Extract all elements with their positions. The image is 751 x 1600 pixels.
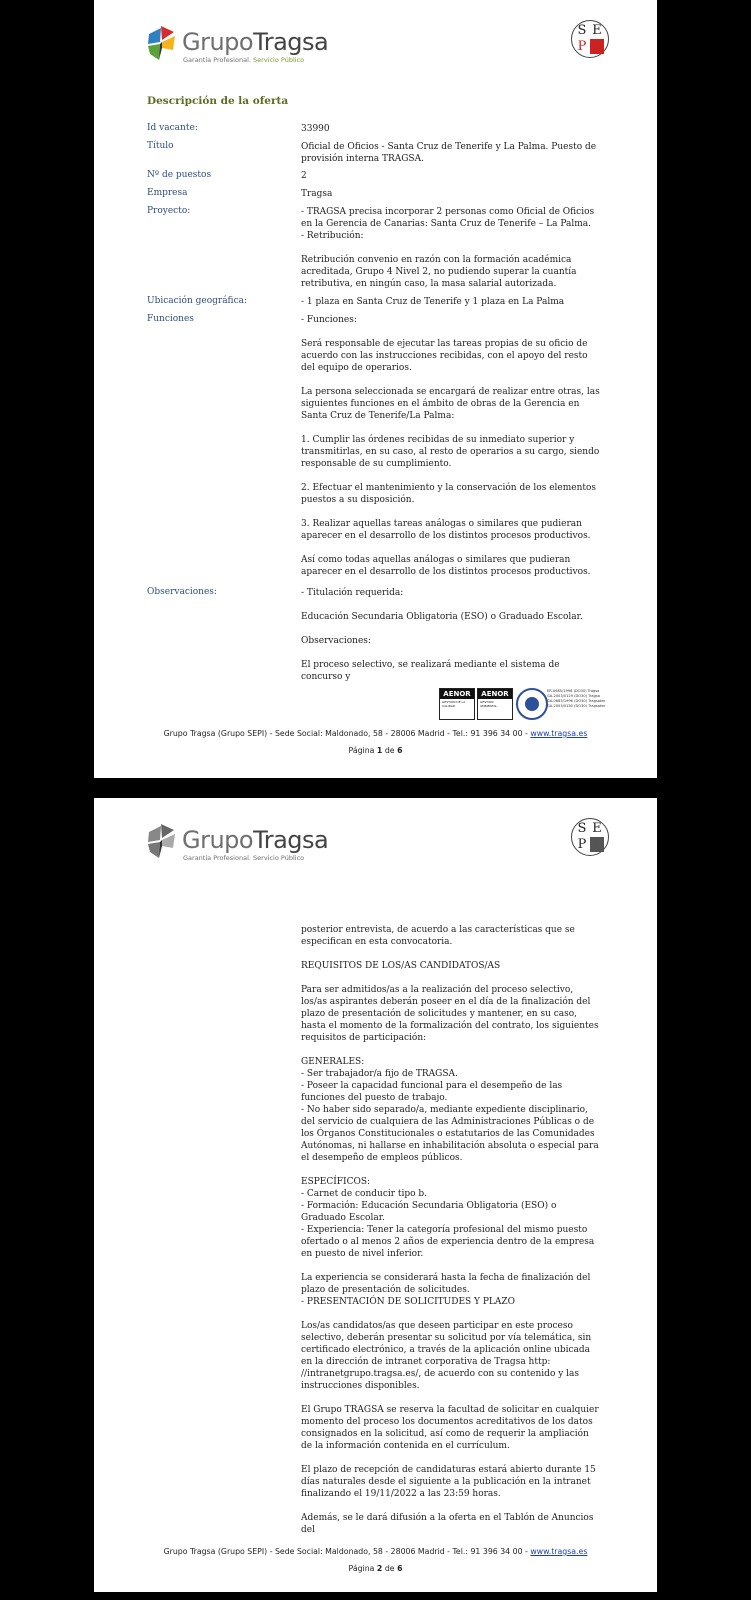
- grupo-tragsa-logo-grey: [146, 822, 346, 866]
- value-titulo: Oficial de Oficios - Santa Cruz de Tenerife y La Palma. Puesto de provisión interna TRAGSA.: [301, 142, 597, 164]
- label-proyecto: Proyecto:: [147, 206, 191, 216]
- label-funciones: Funciones: [147, 314, 194, 324]
- logo-wordmark: GrupoTragsa: [182, 826, 329, 854]
- section-title: Descripción de la oferta: [147, 95, 289, 107]
- tragsa-emblem-icon: [146, 24, 176, 62]
- logo-wordmark: GrupoTragsa: [182, 28, 329, 56]
- document-page-2: [94, 798, 657, 1592]
- document-page-1: [94, 0, 657, 778]
- logo-tagline: Garantía Profesional. Servicio Público: [183, 854, 305, 862]
- value-empresa: Tragsa: [301, 189, 333, 199]
- footer-link[interactable]: www.tragsa.es: [530, 729, 588, 738]
- iqnet-seal-icon: [516, 688, 548, 720]
- value-proyecto: - TRAGSA precisa incorporar 2 personas como Oficial de Oficios en la Gerencia de Canarias: Santa Cruz de Tenerife – La Palma. - Retribución: Retribución convenio en razón con la formación académica acreditada, Grupo 4 Nivel 2, no pudiendo superar la cuantía retributiva, en ningún caso, la masa salarial autorizada.: [301, 207, 595, 289]
- label-n-puestos: Nº de puestos: [147, 170, 212, 180]
- sepi-seal-icon: S E P I: [571, 818, 609, 856]
- aenor-quality-badge: AENOR GESTIÓN DE LA CALIDAD: [439, 688, 475, 720]
- tragsa-emblem-icon: [146, 822, 176, 860]
- value-observaciones: - Titulación requerida: Educación Secundaria Obligatoria (ESO) o Graduado Escolar. Observaciones: El proceso selectivo, se realizará mediante el sistema de concurso y: [301, 588, 583, 682]
- value-n-puestos: 2: [301, 171, 307, 181]
- grupo-tragsa-logo: [146, 24, 346, 68]
- page-number: Página 2 de 6: [348, 1564, 403, 1573]
- page2-body: posterior entrevista, de acuerdo a las características que se especifican en esta convocatoria. REQUISITOS DE LOS/AS CANDIDATOS/AS Para ser admitidos/as a la realización del proceso selectivo, los/as aspirantes deberán poseer en el día de la finalización del plazo de presentación de solicitudes y mantener, en su caso, hasta el momento de la formalización del contrato, los siguientes requisitos de participación: GENERALES: - Ser trabajador/a fijo de TRAGSA. - Poseer la capacidad funcional para el desempeño de las funciones del puesto de trabajo. - No haber sido separado/a, mediante expediente disciplinario, del servicio de cualquiera de las Administraciones Públicas o de los Órganos Constitucionales o estatutarios de las Comunidades Autónomas, ni hallarse en inhabilitación absoluta o especial para el desempeño de empleos públicos. ESPECÍFICOS: - Carnet de conducir tipo b. - Formación: Educación Secundaria Obligatoria (ESO) o Graduado Escolar. - Experiencia: Tener la categoría profesional del mismo puesto ofertado o al menos 2 años de experiencia dentro de la empresa en puesto de nivel inferior. La experiencia se considerará hasta la fecha de finalización del plazo de presentación de solicitudes. - PRESENTACIÓN DE SOLICITUDES Y PLAZO Los/as candidatos/as que deseen participar en este proceso selectivo, deberán presentar su solicitud por vía telemática, sin certificado electrónico, a través de la aplicación online ubicada en la dirección de intranet corporativa de Tragsa http: //intranetgrupo.tragsa.es/, de acuerdo con su contenido y las instrucciones disponibles. El Grupo TRAGSA se reserva la facultad de solicitar en cualquier momento del proceso los documentos acreditativos de los datos consignados en la solicitud, así como de requerir la ampliación de la información contenida en el currículum. El plazo de recepción de candidaturas estará abierto durante 15 días naturales desde el siguiente a la publicación en la intranet finalizando el 19/11/2022 a las 23:59 horas. Además, se le dará difusión a la oferta en el Tablón de Anuncios del: [301, 925, 599, 1535]
- label-empresa: Empresa: [147, 188, 188, 198]
- logo-tagline: Garantía Profesional. Servicio Público: [183, 56, 305, 64]
- label-observaciones: Observaciones:: [147, 587, 217, 597]
- cert-codes: ER-0685/1996 (DO30) Tragsa GA-2003/0129 (DO30) Tragsa GA-0685/1996 (DO30) Tragsatec GA-2003/0130 (DO30) Tragsatec: [547, 689, 606, 708]
- footer-link[interactable]: www.tragsa.es: [530, 1547, 588, 1556]
- label-titulo: Título: [147, 141, 174, 151]
- label-ubicacion: Ubicación geográfica:: [147, 296, 248, 306]
- value-funciones: - Funciones: Será responsable de ejecutar las tareas propias de su oficio de acuerdo con las instrucciones recibidas, con el apoyo del resto del equipo de operarios. La persona seleccionada se encargará de realizar entre otras, las siguientes funciones en el ámbito de obras de la Gerencia en Santa Cruz de Tenerife/La Palma: 1. Cumplir las órdenes recibidas de su inmediato superior y transmitirlas, en su caso, al resto de operarios a su cargo, siendo responsable de su cumplimiento. 2. Efectuar el mantenimiento y la conservación de los elementos puestos a su disposición. 3. Realizar aquellas tareas análogas o similares que pudieran aparecer en el desarrollo de los distintos procesos productivos. Así como todas aquellas análogas o similares que pudieran aparecer en el desarrollo de los distintos procesos productivos.: [301, 315, 600, 577]
- footer-address: Grupo Tragsa (Grupo SEPI) - Sede Social: Maldonado, 58 - 28006 Madrid - Tel.: 91 396 34 00 - www.tragsa.es: [163, 1547, 588, 1556]
- value-ubicacion: - 1 plaza en Santa Cruz de Tenerife y 1 plaza en La Palma: [301, 297, 565, 307]
- certification-logos: [439, 688, 609, 718]
- footer-address: Grupo Tragsa (Grupo SEPI) - Sede Social: Maldonado, 58 - 28006 Madrid - Tel.: 91 396 34 00 - www.tragsa.es: [163, 729, 588, 738]
- page-number: Página 1 de 6: [348, 746, 403, 755]
- aenor-environment-badge: AENOR GESTIÓN AMBIENTAL: [477, 688, 513, 720]
- value-id-vacante: 33990: [301, 124, 330, 134]
- sepi-seal-icon: S E P I: [571, 20, 609, 58]
- label-id-vacante: Id vacante:: [147, 123, 198, 133]
